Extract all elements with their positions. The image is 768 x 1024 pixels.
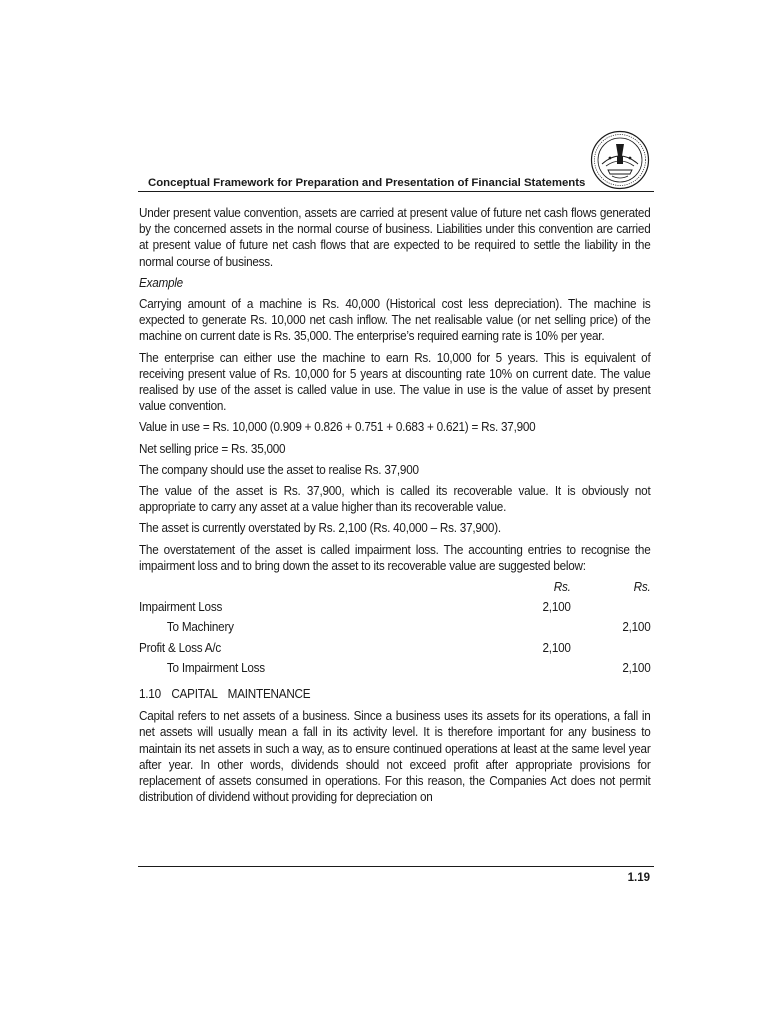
section-heading — [139, 686, 651, 702]
paragraph: The enterprise can either use the machine to earn Rs. 10,000 for 5 years. This is equivalent of receiving present value of Rs. 10,000 for 5 years at discounting rate 10% on current date. The value realised by use of the asset is called value in use. The value in use is the value of asset by present value convention. — [139, 350, 651, 414]
paragraph: The value of the asset is Rs. 37,900, which is called its recoverable value. It is obviously not appropriate to carry any asset at a value higher than its recoverable value. — [139, 484, 651, 515]
journal-row — [139, 619, 651, 639]
journal-debit: 2,100 — [542, 600, 571, 615]
debit-column-header: Rs. — [553, 580, 571, 595]
journal-credit: 2,100 — [622, 620, 651, 635]
main-content — [139, 205, 651, 810]
paragraph: The overstatement of the asset is called impairment loss. The accounting entries to recognise the impairment loss and to bring down the asset to its recoverable value are suggested below: — [139, 542, 651, 573]
net-selling-price-line: Net selling price = Rs. 35,000 — [139, 441, 286, 456]
journal-debit — [517, 660, 571, 680]
page-number: 1.19 — [627, 872, 650, 884]
journal-account: Impairment Loss — [139, 600, 223, 615]
value-in-use-formula: Value in use = Rs. 10,000 (0.909 + 0.826 + 0.751 + 0.683 + 0.621) = Rs. 37,900 — [139, 420, 536, 435]
journal-debit — [517, 619, 571, 639]
journal-debit: 2,100 — [542, 640, 571, 655]
header-divider — [138, 191, 654, 192]
paragraph: The asset is currently overstated by Rs. 2,100 (Rs. 40,000 – Rs. 37,900). — [139, 521, 501, 536]
journal-entries-table — [139, 579, 651, 680]
journal-account: Profit & Loss A/c — [139, 640, 221, 655]
journal-credit — [571, 599, 651, 619]
running-header-title: Conceptual Framework for Preparation and Presentation of Financial Statements — [148, 177, 586, 189]
paragraph: Capital refers to net assets of a business. Since a business uses its assets for its operations, a fall in net assets will usually mean a fall in its activity level. It is therefore important for any business to maintain its net assets in such a way, as to ensure continued operations at least at the same level year after year. In other words, dividends should not exceed profit after appropriate provisions for replacement of assets consumed in operations. For this reason, the Companies Act does not permit distribution of dividend without providing for depreciation on — [139, 709, 651, 805]
section-number: 1.10 — [139, 687, 161, 701]
example-label: Example — [139, 275, 183, 290]
journal-account: To Machinery — [166, 620, 234, 635]
paragraph: Carrying amount of a machine is Rs. 40,000 (Historical cost less depreciation). The machine is expected to generate Rs. 10,000 net cash inflow. The net realisable value (or net selling price) of the machine on current date is Rs. 35,000. The enterprise’s required earning rate is 10% per year. — [139, 297, 651, 344]
paragraph: Under present value convention, assets are carried at present value of future net cash flows generated by the concerned assets in the normal course of business. Liabilities under this convention are carried at present value of future net cash flows that are expected to be required to settle the liability in the normal course of business. — [139, 206, 651, 269]
journal-row — [139, 660, 651, 680]
journal-credit: 2,100 — [622, 660, 651, 675]
credit-column-header: Rs. — [633, 580, 651, 595]
journal-credit — [571, 640, 651, 660]
journal-row — [139, 599, 651, 619]
journal-account: To Impairment Loss — [166, 660, 265, 675]
institute-emblem-icon — [590, 130, 650, 190]
journal-row — [139, 640, 651, 660]
section-title: CAPITAL MAINTENANCE — [171, 687, 311, 701]
journal-header-row — [139, 579, 651, 599]
footer-divider — [138, 866, 654, 867]
paragraph: The company should use the asset to realise Rs. 37,900 — [139, 462, 419, 477]
